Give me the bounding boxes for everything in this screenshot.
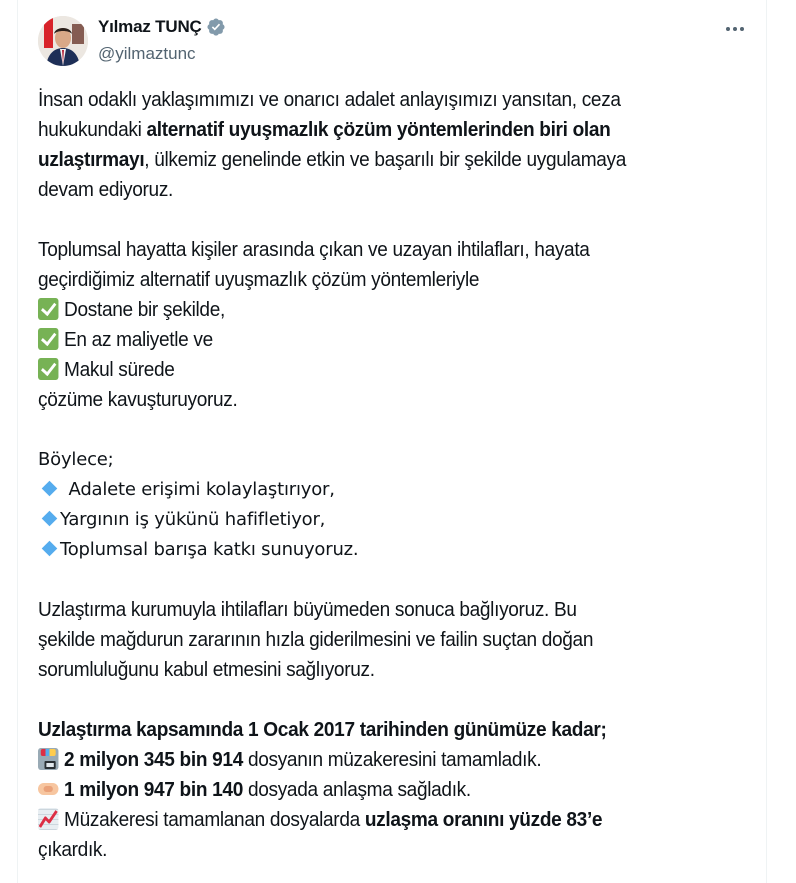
more-icon-dot xyxy=(733,27,737,31)
tweet-line: şekilde mağdurun zararının hızla giderilmesini ve failin suçtan doğan xyxy=(38,628,594,651)
bold-span: uzlaşma oranını yüzde 83’e xyxy=(364,808,603,831)
stats-heading xyxy=(38,715,607,745)
avatar[interactable] xyxy=(38,16,88,66)
check-mark-icon xyxy=(38,328,58,350)
tweet-line: çözüme kavuşturuyoruz. xyxy=(38,388,238,411)
check-item-label: En az maliyetle ve xyxy=(64,328,213,351)
blue-diamond-icon xyxy=(42,511,58,527)
check-mark-icon xyxy=(38,358,58,380)
check-item-label: Makul sürede xyxy=(64,358,175,381)
tweet-line xyxy=(38,145,626,175)
bold-span: uzlaştırmayı xyxy=(38,148,145,171)
blue-diamond-icon xyxy=(42,541,58,557)
handshake-icon xyxy=(38,778,58,800)
bold-span: 2 milyon 345 bin 914 xyxy=(64,748,243,771)
tweet-line: geçirdiğimiz alternatif uyuşmazlık çözüm yöntemleriyle xyxy=(38,268,480,291)
tweet-line: İnsan odaklı yaklaşımımızı ve onarıcı adalet anlayışımızı yansıtan, ceza xyxy=(38,88,621,111)
text-span: Müzakeresi tamamlanan dosyalarda xyxy=(64,808,365,831)
text-span: , ülkemiz genelinde etkin ve başarılı bir şekilde uygulamaya xyxy=(144,148,627,171)
check-mark-icon xyxy=(38,298,58,320)
tweet-line: sorumluluğunu kabul etmesini sağlıyoruz. xyxy=(38,658,375,681)
chart-increasing-icon xyxy=(38,808,58,830)
bullet-label: Yargının iş yükünü hafifletiyor, xyxy=(60,509,326,530)
check-item-label: Dostane bir şekilde, xyxy=(64,298,225,321)
check-item xyxy=(38,295,225,325)
bullet-item xyxy=(38,505,325,535)
check-item xyxy=(38,325,213,355)
avatar-photo-icon xyxy=(38,16,88,66)
card-file-box-icon xyxy=(38,748,58,770)
stat-item xyxy=(38,805,602,835)
bold-span: alternatif uyuşmazlık çözüm yöntemlerinden biri olan xyxy=(146,118,611,141)
author-name-row[interactable] xyxy=(98,17,226,37)
bullet-item xyxy=(38,535,358,565)
bold-span: Uzlaştırma kapsamında 1 Ocak 2017 tarihinden günümüze kadar; xyxy=(38,718,607,741)
more-options-button[interactable] xyxy=(723,21,747,37)
text-span: dosyada anlaşma sağladık. xyxy=(242,778,471,801)
bullet-item xyxy=(38,475,335,505)
text-span: dosyanın müzakeresini tamamladık. xyxy=(242,748,542,771)
verified-badge-icon xyxy=(206,17,226,37)
blue-diamond-icon xyxy=(42,481,58,497)
bold-span: 1 milyon 947 bin 140 xyxy=(64,778,243,801)
stat-item xyxy=(38,775,471,805)
author-handle[interactable]: @yilmaztunc xyxy=(98,44,196,63)
bullet-label: Toplumsal barışa katkı sunuyoruz. xyxy=(60,539,359,560)
bullet-label: Adalete erişimi kolaylaştırıyor, xyxy=(63,479,335,500)
tweet-line: Toplumsal hayatta kişiler arasında çıkan ve uzayan ihtilafları, hayata xyxy=(38,238,590,261)
text-span: hukukundaki xyxy=(38,118,147,141)
more-icon-dot xyxy=(740,27,744,31)
stat-item xyxy=(38,745,541,775)
tweet-line: çıkardık. xyxy=(38,838,108,861)
tweet-line: Böylece; xyxy=(38,449,114,470)
more-icon xyxy=(726,27,730,31)
check-item xyxy=(38,355,175,385)
author-name[interactable]: Yılmaz TUNÇ xyxy=(98,17,202,36)
tweet-line xyxy=(38,115,610,145)
tweet-line: devam ediyoruz. xyxy=(38,178,174,201)
tweet-line: Uzlaştırma kurumuyla ihtilafları büyümeden sonuca bağlıyoruz. Bu xyxy=(38,598,577,621)
